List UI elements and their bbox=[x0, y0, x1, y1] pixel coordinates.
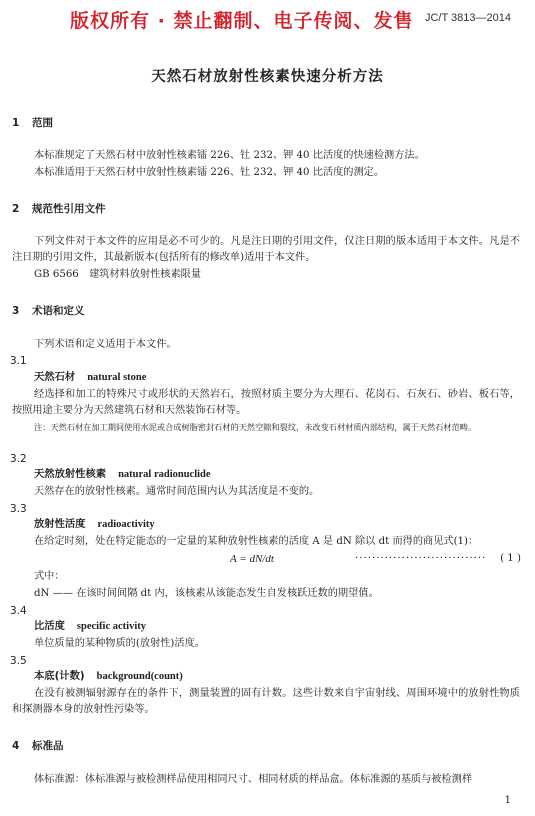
standard-number: JC/T 3813—2014 bbox=[424, 12, 511, 24]
term-3-5-number: 3.5 bbox=[10, 655, 27, 667]
formula-leader-dots: ······························· bbox=[355, 553, 487, 564]
term-3-4-definition: 单位质量的某种物质的(放射性)活度。 bbox=[34, 638, 205, 649]
section-2-paragraph: 下列文件对于本文件的应用是必不可少的。凡是注日期的引用文件，仅注日期的版本适用于本文件。凡是不注日期的引用文件，其最新版本(包括所有的修改单)适用于本文件。 bbox=[12, 236, 520, 263]
term-3-4-title: 比活度 specific activity bbox=[34, 620, 146, 632]
section-2-heading: 2 规范性引用文件 bbox=[12, 203, 106, 215]
normative-reference: GB 6566 建筑材料放射性核素限量 bbox=[34, 269, 202, 280]
term-3-3-number: 3.3 bbox=[10, 503, 27, 515]
term-3-1-number: 3.1 bbox=[10, 355, 27, 367]
section-1-paragraph-1: 本标准规定了天然石材中放射性核素镭 226、钍 232、钾 40 比活度的快速检测方法。 bbox=[34, 150, 425, 161]
term-3-1-note: 注：天然石材在加工期间使用水泥或合成树脂密封石材的天然空隙和裂纹，未改变石材材质内部结构，属于天然石材范畴。 bbox=[34, 422, 477, 432]
term-3-2-definition: 天然存在的放射性核素。通常时间范围内认为其活度是不变的。 bbox=[34, 486, 320, 497]
formula-variable-definition: dN —— 在该时间间隔 dt 内，该核素从该能态发生自发核跃迁数的期望值。 bbox=[34, 588, 379, 599]
formula-where: 式中： bbox=[34, 571, 65, 582]
equation-number: ( 1 ) bbox=[500, 553, 521, 564]
section-3-intro: 下列术语和定义适用于本文件。 bbox=[34, 339, 177, 350]
section-3-heading: 3 术语和定义 bbox=[12, 305, 85, 317]
section-4-paragraph: 体标准源：体标准源与被检测样品使用相同尺寸、相同材质的样品盒。体标准源的基质与被检测样 bbox=[34, 774, 473, 785]
term-3-1-definition: 经选择和加工的特殊尺寸或形状的天然岩石，按照材质主要分为大理石、花岗石、石灰石、砂岩、板石等，按照用途主要分为天然建筑石材和天然装饰石材等。 bbox=[12, 389, 520, 416]
term-3-2-number: 3.2 bbox=[10, 453, 27, 465]
term-3-2-title: 天然放射性核素 natural radionuclide bbox=[34, 468, 211, 480]
section-4-heading: 4 标准品 bbox=[12, 740, 64, 752]
term-3-5-title: 本底(计数) background(count) bbox=[34, 670, 183, 682]
formula-1: A = dN/dt bbox=[230, 553, 274, 565]
page-number: 1 bbox=[504, 794, 511, 806]
section-1-heading: 1 范围 bbox=[12, 117, 53, 129]
document-title: 天然石材放射性核素快速分析方法 bbox=[151, 69, 384, 85]
term-3-1-title: 天然石材 natural stone bbox=[34, 371, 147, 383]
term-3-3-title: 放射性活度 radioactivity bbox=[34, 518, 155, 530]
term-3-5-definition: 在没有被测辐射源存在的条件下，测量装置的固有计数。这些计数来自宇宙射线、周围环境中的放射性物质和探测器本身的放射性污染等。 bbox=[12, 688, 520, 715]
term-3-4-number: 3.4 bbox=[10, 605, 27, 617]
section-1-paragraph-2: 本标准适用于天然石材中放射性核素镭 226、钍 232、钾 40 比活度的测定。 bbox=[34, 167, 385, 178]
term-3-3-definition: 在给定时刻，处在特定能态的一定量的某种放射性核素的活度 A 是 dN 除以 dt 而得的商见式(1)： bbox=[34, 536, 479, 547]
copyright-watermark: 版权所有 · 禁止翻制、电子传阅、发售 bbox=[70, 10, 414, 32]
